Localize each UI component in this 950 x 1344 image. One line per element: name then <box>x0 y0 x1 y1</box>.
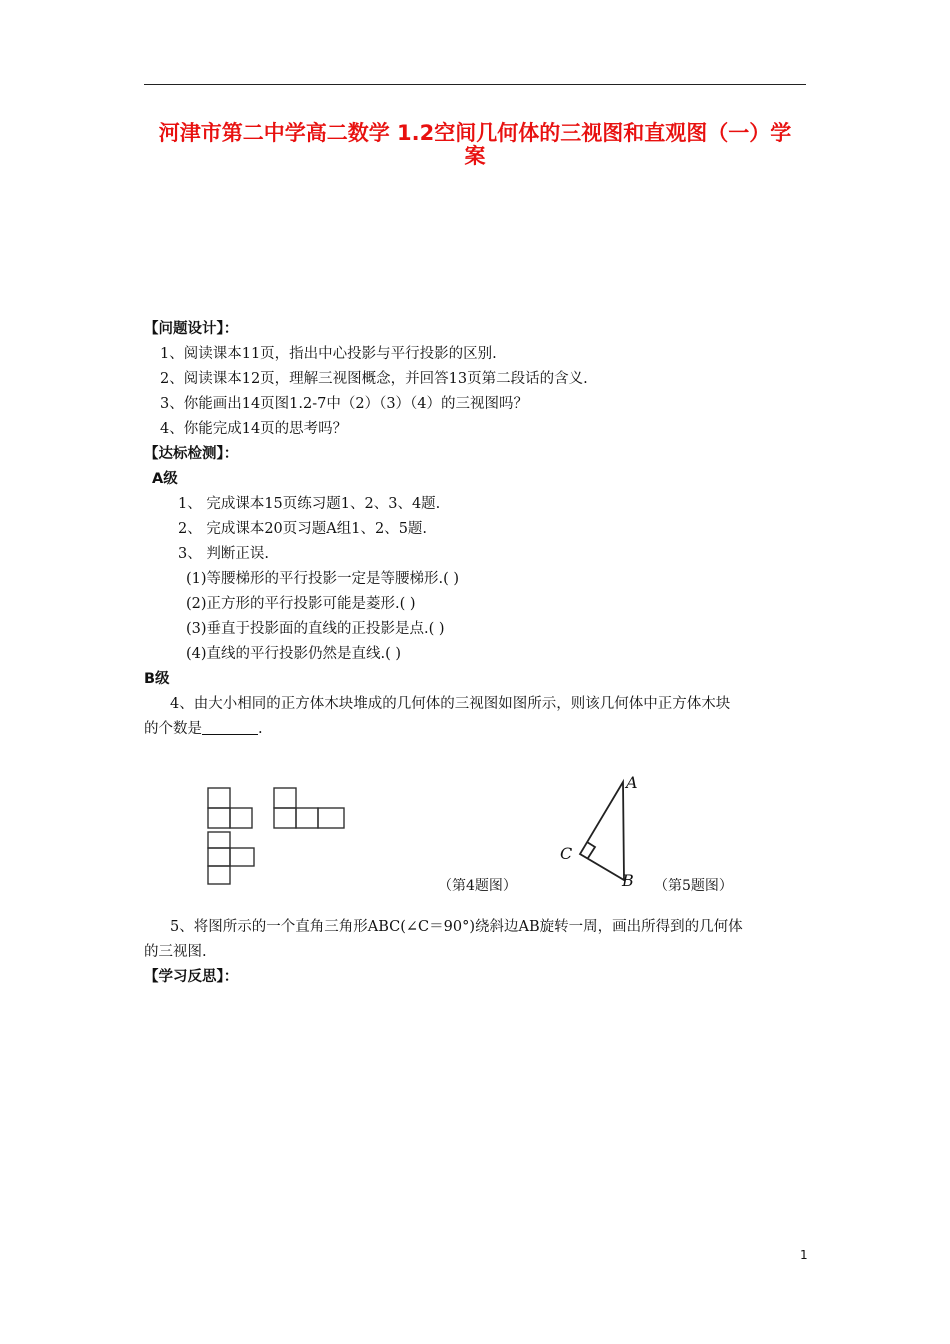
header-rule <box>144 84 806 85</box>
judge-item-2: (2)正方形的平行投影可能是菱形.( ) <box>186 596 416 612</box>
design-item-2: 2、阅读课本12页，理解三视图概念，并回答13页第二段话的含义. <box>160 371 588 387</box>
check-heading: 【达标检测】： <box>144 446 239 462</box>
view-front-cell <box>208 788 230 808</box>
vertex-label-b: B <box>622 871 634 890</box>
q5-line-1: 5、将图所示的一个直角三角形ABC(∠C＝90°)绕斜边AB旋转一周，画出所得到的几何体 <box>170 919 743 935</box>
view-top-cell <box>230 848 254 866</box>
view-side-cell <box>274 808 296 828</box>
q4-suffix: . <box>258 721 263 737</box>
answer-blank <box>202 720 258 735</box>
view-front-cell <box>208 808 230 828</box>
q4-prefix: 的个数是 <box>144 721 202 737</box>
q4-line-1: 4、由大小相同的正方体木块堆成的几何体的三视图如图所示，则该几何体中正方体木块 <box>170 696 731 712</box>
judge-item-3: (3)垂直于投影面的直线的正投影是点.( ) <box>186 621 445 637</box>
judge-item-4: (4)直线的平行投影仍然是直线.( ) <box>186 646 402 662</box>
q4-line-2 <box>144 720 263 738</box>
view-side-cell <box>296 808 318 828</box>
document-title <box>144 122 806 168</box>
reflect-heading: 【学习反思】： <box>144 969 239 985</box>
design-heading: 【问题设计】： <box>144 321 239 337</box>
triangle-abc <box>580 782 624 880</box>
vertex-label-c: C <box>560 844 573 863</box>
vertex-label-a: A <box>626 773 638 792</box>
judge-item-1: (1)等腰梯形的平行投影一定是等腰梯形.( ) <box>186 571 460 587</box>
page-number: 1 <box>800 1248 808 1262</box>
level-a-label: A级 <box>152 471 178 487</box>
view-side-cell <box>274 788 296 808</box>
figure-4-three-views <box>200 780 360 890</box>
design-item-4: 4、你能完成14页的思考吗？ <box>160 421 348 437</box>
view-top-cell <box>208 848 230 866</box>
view-top-cell <box>208 832 230 848</box>
view-side-cell <box>318 808 344 828</box>
a-item-1: 1、 完成课本15页练习题1、2、3、4题. <box>178 496 441 512</box>
level-b-label: B级 <box>144 671 170 687</box>
q5-line-2: 的三视图. <box>144 944 207 960</box>
title-line-1: 河津市第二中学高二数学 1.2空间几何体的三视图和直观图（一）学 <box>158 121 792 145</box>
fig5-caption: （第5题图） <box>654 878 733 894</box>
design-item-1: 1、阅读课本11页，指出中心投影与平行投影的区别. <box>160 346 497 362</box>
a-item-2: 2、 完成课本20页习题A组1、2、5题. <box>178 521 428 537</box>
view-front-cell <box>230 808 252 828</box>
title-line-2: 案 <box>464 144 486 168</box>
fig4-caption: （第4题图） <box>438 878 517 894</box>
view-top-cell <box>208 866 230 884</box>
design-item-3: 3、你能画出14页图1.2-7中（2）（3）（4）的三视图吗？ <box>160 396 529 412</box>
right-angle-mark <box>587 842 595 858</box>
a-item-3: 3、 判断正误. <box>178 546 269 562</box>
